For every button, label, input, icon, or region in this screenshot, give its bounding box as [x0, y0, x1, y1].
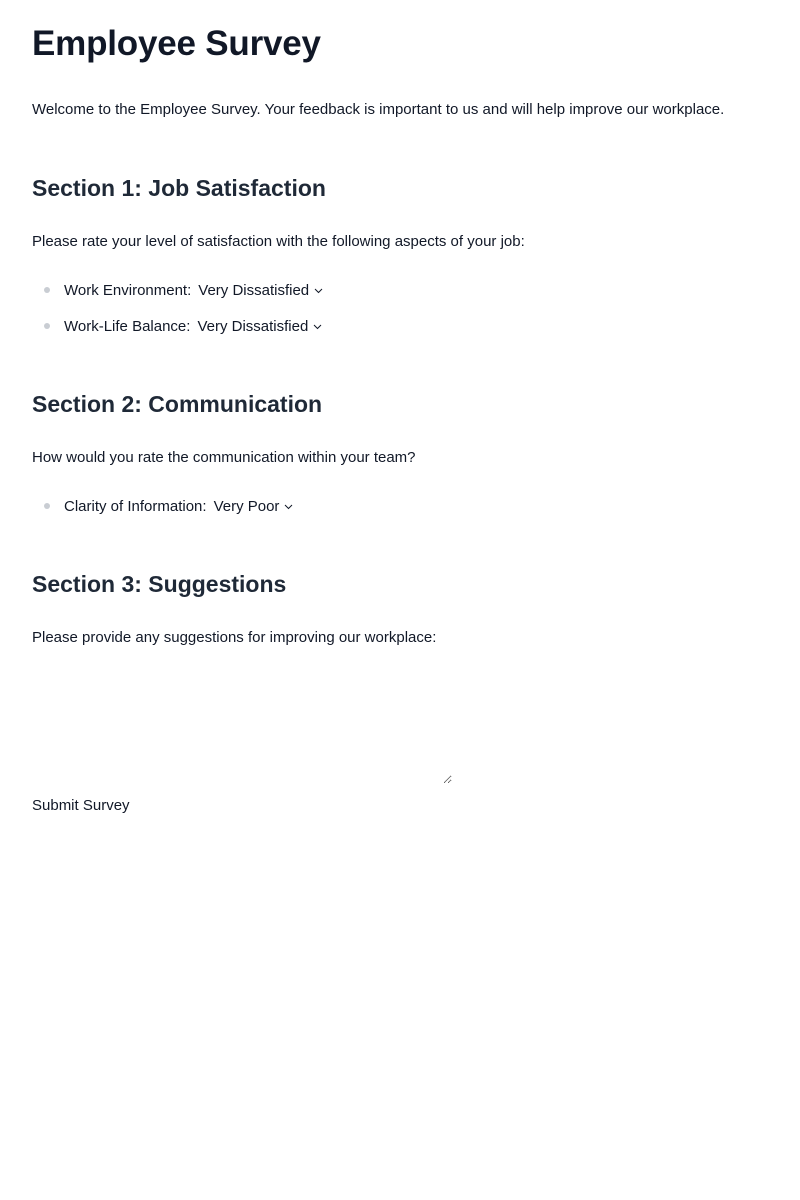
work-life-balance-value: Very Dissatisfied	[197, 317, 309, 335]
chevron-down-icon	[284, 502, 293, 511]
clarity-of-information-value: Very Poor	[213, 497, 280, 515]
list-item	[32, 308, 323, 344]
work-environment-value: Very Dissatisfied	[198, 281, 310, 299]
list-item	[32, 488, 293, 524]
chevron-down-icon	[313, 322, 322, 331]
section-2-heading: Section 2: Communication	[32, 391, 323, 417]
section-3-heading: Section 3: Suggestions	[32, 571, 287, 597]
bullet-icon	[44, 503, 50, 509]
bullet-icon	[44, 323, 50, 329]
section-2-rating-list	[32, 488, 293, 524]
intro-text: Welcome to the Employee Survey. Your feedback is important to us and will help improve our workplace.	[32, 101, 725, 118]
work-life-balance-label: Work-Life Balance:	[64, 317, 191, 335]
work-life-balance-select[interactable]	[197, 318, 322, 335]
chevron-down-icon	[314, 286, 323, 295]
suggestions-textarea[interactable]	[32, 664, 452, 784]
bullet-icon	[44, 287, 50, 293]
page-title: Employee Survey	[32, 24, 321, 63]
clarity-of-information-select[interactable]	[214, 498, 294, 515]
work-environment-select[interactable]	[198, 282, 323, 299]
list-item	[32, 272, 323, 308]
section-1-rating-list	[32, 272, 323, 344]
clarity-of-information-label: Clarity of Information:	[64, 497, 207, 515]
section-2-prompt: How would you rate the communication within your team?	[32, 449, 416, 466]
submit-survey-button[interactable]: Submit Survey	[32, 795, 130, 817]
section-3-prompt: Please provide any suggestions for improving our workplace:	[32, 629, 437, 646]
section-1-prompt: Please rate your level of satisfaction with the following aspects of your job:	[32, 233, 525, 250]
section-1-heading: Section 1: Job Satisfaction	[32, 175, 326, 201]
work-environment-label: Work Environment:	[64, 281, 192, 299]
